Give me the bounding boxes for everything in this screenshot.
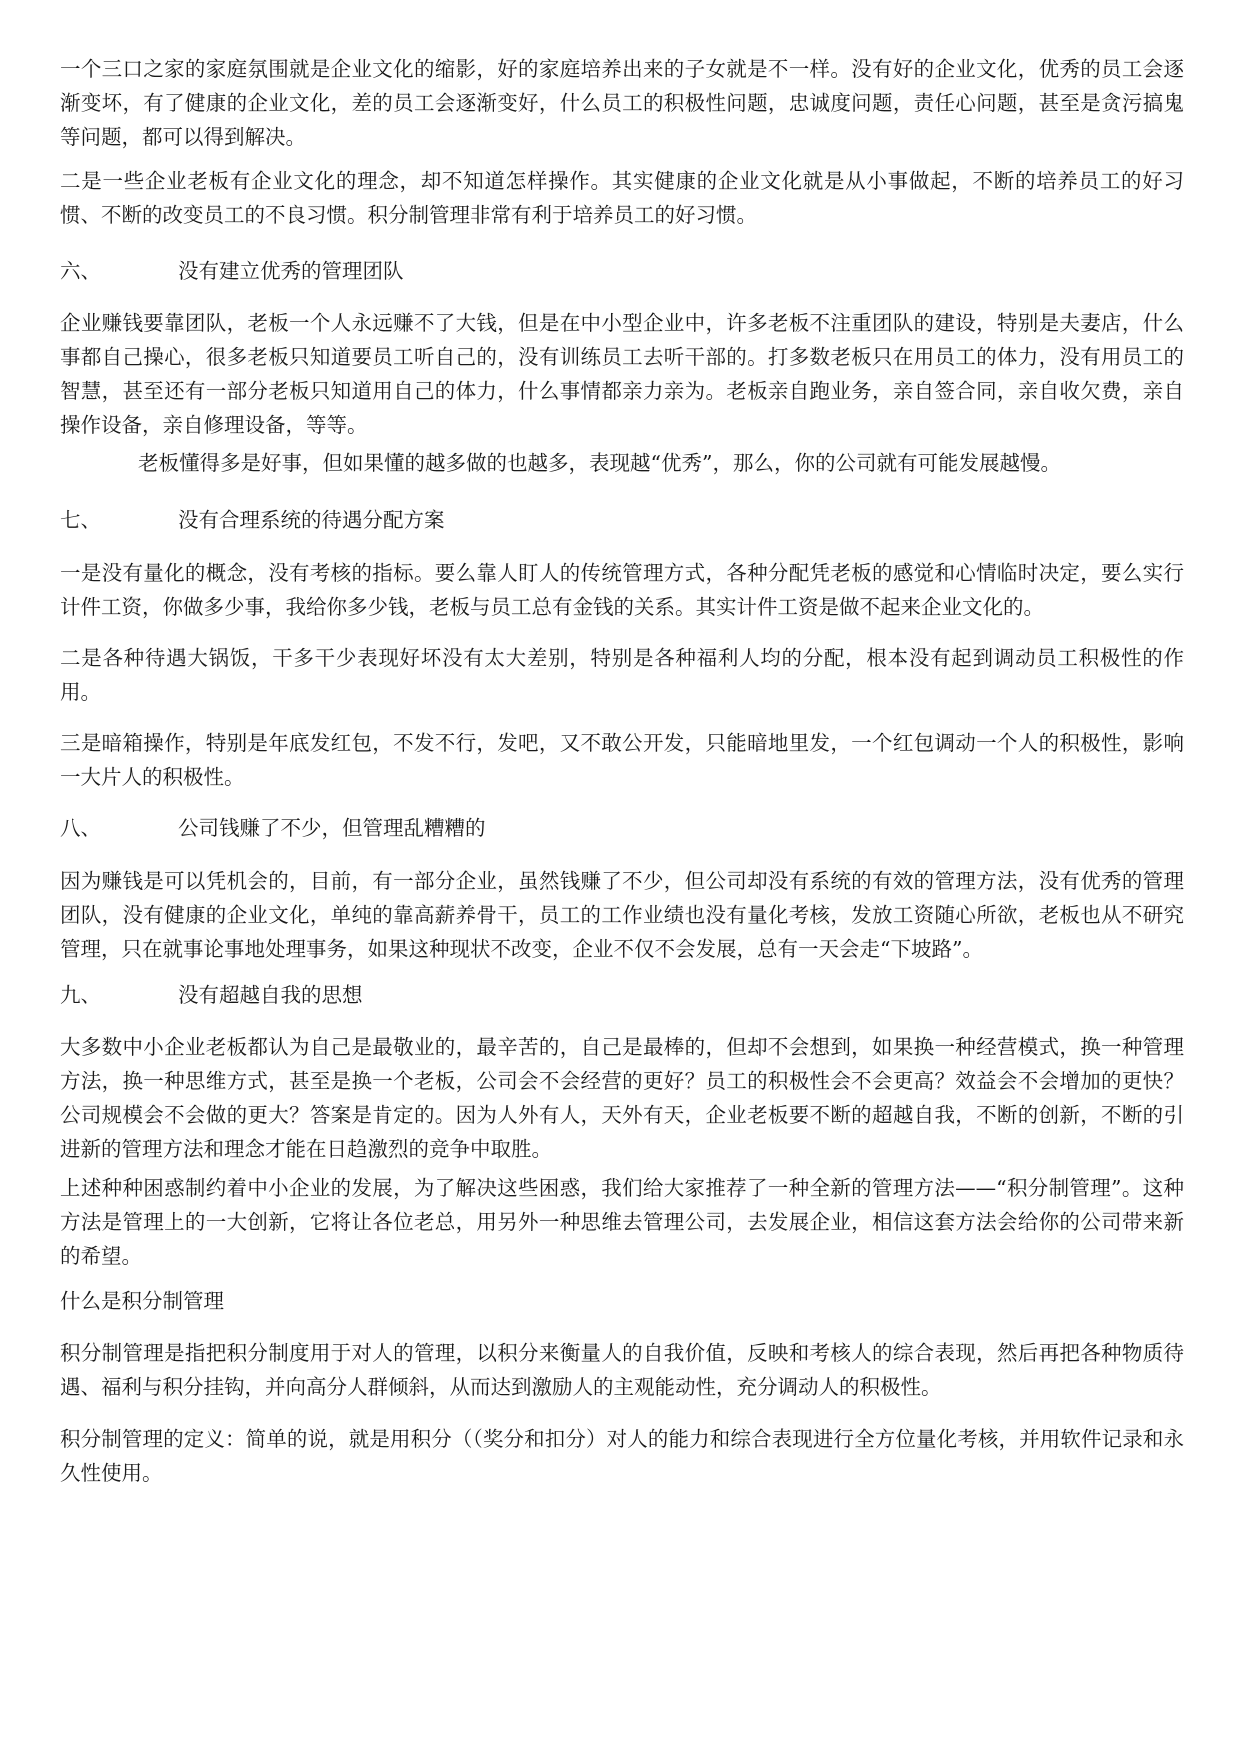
paragraph-point-system-definition: 积分制管理的定义：简单的说，就是用积分（（奖分和扣分）对人的能力和综合表现进行全方位量化考核，并用软件记录和永久性使用。 bbox=[60, 1427, 1184, 1485]
paragraph-money-but-chaos: 因为赚钱是可以凭机会的，目前，有一部分企业，虽然钱赚了不少，但公司却没有系统的有效的管理方法，没有优秀的管理团队，没有健康的企业文化，单纯的靠高薪养骨干，员工的工作业绩也没有量化考核，发放工资随心所欲，老板也从不研究管理，只在就事论事地处理事务，如果这种现状不改变，企业不仅不会发展，总有一天会走“下坡路”。 bbox=[60, 869, 1184, 961]
paragraph-culture-operation: 二是一些企业老板有企业文化的理念，却不知道怎样操作。其实健康的企业文化就是从小事做起，不断的培养员工的好习惯、不断的改变员工的不良习惯。积分制管理非常有利于培养员工的好习惯。 bbox=[60, 169, 1184, 227]
section-heading-9 bbox=[60, 978, 363, 1012]
paragraph-what-is-point-system: 什么是积分制管理 bbox=[60, 1289, 224, 1313]
paragraph-equal-treatment: 二是各种待遇大锅饭，干多干少表现好坏没有太大差别，特别是各种福利人均的分配，根本没有起到调动员工积极性的作用。 bbox=[60, 646, 1184, 704]
paragraph-team: 企业赚钱要靠团队，老板一个人永远赚不了大钱，但是在中小型企业中，许多老板不注重团队的建设，特别是夫妻店，什么事都自己操心，很多老板只知道要员工听自己的，没有训练员工去听干部的。打多数老板只在用员工的体力，没有用员工的智慧，甚至还有一部分老板只知道用自己的体力，什么事情都亲力亲为。老板亲自跑业务，亲自签合同，亲自收欠费，亲自操作设备，亲自修理设备，等等。 bbox=[60, 311, 1184, 437]
section-number: 八、 bbox=[60, 816, 101, 840]
paragraph-black-box: 三是暗箱操作，特别是年底发红包，不发不行，发吧，又不敢公开发，只能暗地里发，一个红包调动一个人的积极性，影响一大片人的积极性。 bbox=[60, 731, 1184, 789]
section-title: 公司钱赚了不少，但管理乱糟糟的 bbox=[178, 816, 486, 840]
paragraph-recommendation: 上述种种困惑制约着中小企业的发展，为了解决这些困惑，我们给大家推荐了一种全新的管理方法——“积分制管理”。这种方法是管理上的一大创新，它将让各位老总，用另外一种思维去管理公司，去发展企业，相信这套方法会给你的公司带来新的希望。 bbox=[60, 1176, 1184, 1268]
section-title: 没有超越自我的思想 bbox=[178, 983, 363, 1007]
paragraph-no-quantification: 一是没有量化的概念，没有考核的指标。要么靠人盯人的传统管理方式，各种分配凭老板的感觉和心情临时决定，要么实行计件工资，你做多少事，我给你多少钱，老板与员工总有金钱的关系。其实计件工资是做不起来企业文化的。 bbox=[60, 561, 1184, 619]
section-title: 没有建立优秀的管理团队 bbox=[178, 259, 404, 283]
section-number: 六、 bbox=[60, 259, 101, 283]
section-heading-6 bbox=[60, 254, 404, 288]
paragraph-self-transcend: 大多数中小企业老板都认为自己是最敬业的，最辛苦的，自己是最棒的，但却不会想到，如果换一种经营模式，换一种管理方法，换一种思维方式，甚至是换一个老板，公司会不会经营的更好？员工的积极性会不会更高？效益会不会增加的更快？公司规模会不会做的更大？答案是肯定的。因为人外有人，天外有天，企业老板要不断的超越自我，不断的创新，不断的引进新的管理方法和理念才能在日趋激烈的竞争中取胜。 bbox=[60, 1035, 1184, 1161]
section-heading-8 bbox=[60, 811, 486, 845]
paragraph-family-culture: 一个三口之家的家庭氛围就是企业文化的缩影，好的家庭培养出来的子女就是不一样。没有好的企业文化，优秀的员工会逐渐变坏，有了健康的企业文化，差的员工会逐渐变好，什么员工的积极性问题，忠诚度问题，责任心问题，甚至是贪污搞鬼等问题，都可以得到解决。 bbox=[60, 57, 1184, 149]
paragraph-point-system-explained: 积分制管理是指把积分制度用于对人的管理，以积分来衡量人的自我价值，反映和考核人的综合表现，然后再把各种物质待遇、福利与积分挂钩，并向高分人群倾斜，从而达到激励人的主观能动性，充分调动人的积极性。 bbox=[60, 1341, 1184, 1399]
section-number: 七、 bbox=[60, 508, 101, 532]
section-heading-7 bbox=[60, 503, 445, 537]
section-title: 没有合理系统的待遇分配方案 bbox=[178, 508, 445, 532]
section-number: 九、 bbox=[60, 983, 101, 1007]
paragraph-boss-knowledge: 老板懂得多是好事，但如果懂的越多做的也越多，表现越“优秀”，那么，你的公司就有可能发展越慢。 bbox=[138, 451, 1061, 475]
